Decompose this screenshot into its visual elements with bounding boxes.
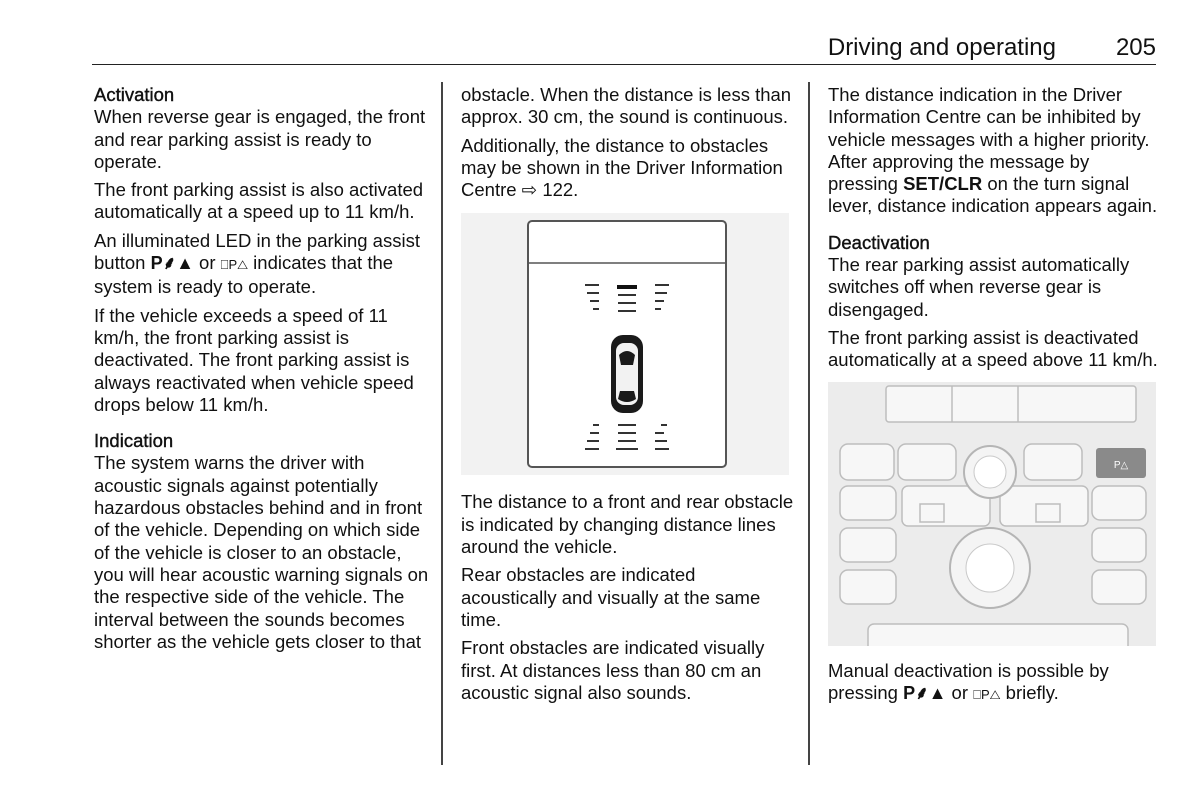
paragraph: When reverse gear is engaged, the front and rear parking assist is ready to operate. bbox=[94, 106, 426, 172]
parking-assist-alt-icon: ⎕P△ bbox=[220, 257, 249, 273]
paragraph: Front obstacles are indicated visually first. At distances less than 80 cm an acoustic signal also sounds. bbox=[461, 637, 765, 703]
paragraph bbox=[461, 135, 796, 202]
parking-assist-icon: P⸙▲ bbox=[150, 253, 194, 274]
page-header bbox=[92, 34, 1156, 65]
indication-heading: Indication bbox=[94, 430, 174, 452]
paragraph: Rear obstacles are indicated acoustically and visually at the same time. bbox=[461, 564, 761, 630]
column-1 bbox=[94, 84, 429, 659]
page-reference: ⇨ 122. bbox=[521, 179, 579, 201]
paragraph bbox=[828, 660, 1163, 707]
deactivation-heading: Deactivation bbox=[828, 231, 930, 253]
text-span: Additionally, the distance to obstacles may be shown in the Driver Information Centre bbox=[461, 134, 783, 201]
car-distance-lines-icon bbox=[461, 213, 789, 475]
column-divider bbox=[808, 82, 810, 765]
text-span: on the turn signal lever, distance indication appears again. bbox=[828, 173, 1158, 217]
column-3 bbox=[828, 84, 1163, 712]
column-2 bbox=[461, 84, 796, 710]
paragraph: The system warns the driver with acoustic signals against potentially hazardous obstacles behind and in front of the vehicle. Depending on which side of the vehicle is closer to an obstacle, you will hear acoustic warning signals on the respective side of the vehicle. The interval between the sounds becomes shorter as the vehicle gets closer to that bbox=[94, 452, 429, 652]
text-span: An illuminated LED in the parking assist button bbox=[94, 229, 420, 274]
distance-display-illustration bbox=[461, 213, 789, 475]
activation-heading: Activation bbox=[94, 84, 175, 105]
paragraph: The rear parking assist automatically switches off when reverse gear is disengaged. bbox=[828, 254, 1130, 320]
text-span: or bbox=[946, 681, 974, 703]
section-title: Driving and operating bbox=[827, 34, 1056, 61]
paragraph: If the vehicle exceeds a speed of 11 km/h, the front parking assist is deactivated. The front parking assist is always reactivated when vehicle speed drops below 11 km/h. bbox=[94, 304, 414, 415]
text-span: Manual deactivation is possible by pressing bbox=[828, 659, 1109, 703]
text-span: briefly. bbox=[1000, 681, 1059, 703]
set-clr-label: SET/CLR bbox=[903, 173, 983, 195]
column-divider bbox=[441, 82, 443, 765]
paragraph: The distance to a front and rear obstacle is indicated by changing distance lines around the vehicle. bbox=[461, 491, 794, 558]
parking-assist-icon: P⸙▲ bbox=[903, 682, 947, 703]
paragraph: The front parking assist is deactivated automatically at a speed above 11 km/h. bbox=[828, 326, 1158, 371]
text-span: indicates that the system is ready to operate. bbox=[94, 252, 394, 298]
text-span: The distance indication in the Driver Information Centre can be inhibited by vehicle messages with a higher priority. After approving the message by pressing bbox=[828, 84, 1150, 195]
center-console-illustration bbox=[828, 382, 1156, 646]
paragraph: The front parking assist is also activated automatically at a speed up to 11 km/h. bbox=[94, 179, 424, 223]
paragraph: obstacle. When the distance is less than approx. 30 cm, the sound is continuous. bbox=[461, 84, 792, 128]
center-console-buttons-icon bbox=[828, 382, 1156, 646]
parking-assist-alt-icon: ⎕P△ bbox=[973, 686, 1001, 702]
text-span: or bbox=[193, 252, 221, 274]
page-number: 205 bbox=[1115, 34, 1156, 61]
paragraph bbox=[828, 84, 1163, 218]
parking-assist-button-label: P△ bbox=[1113, 459, 1129, 471]
paragraph bbox=[94, 230, 429, 299]
